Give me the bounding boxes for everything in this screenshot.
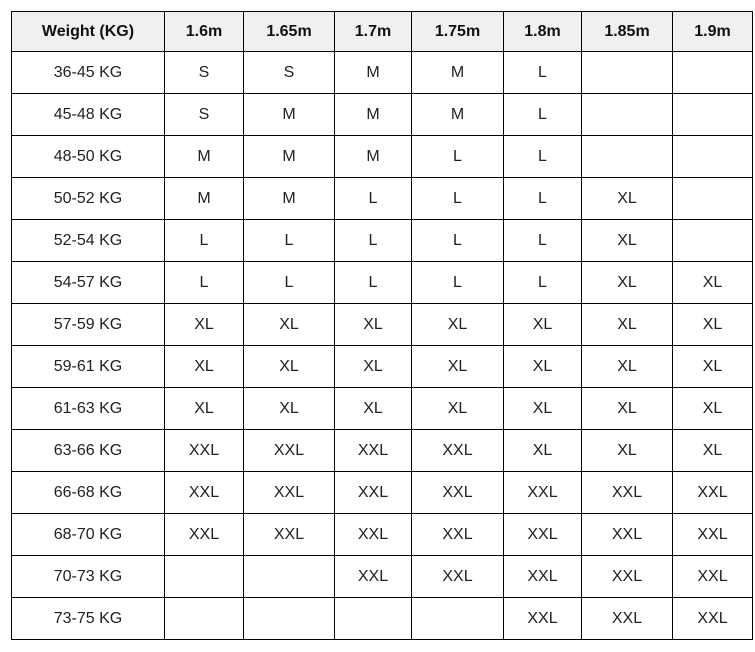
size-cell: XXL <box>582 598 673 640</box>
table-row <box>12 346 753 388</box>
size-cell: XL <box>165 346 244 388</box>
weight-range-cell: 70-73 KG <box>12 556 165 598</box>
size-cell: XXL <box>504 598 582 640</box>
header-row <box>12 12 753 52</box>
size-cell: XL <box>673 430 753 472</box>
size-cell: XXL <box>582 472 673 514</box>
size-cell: XL <box>412 388 504 430</box>
weight-range-cell: 54-57 KG <box>12 262 165 304</box>
weight-range-cell: 45-48 KG <box>12 94 165 136</box>
size-cell <box>673 136 753 178</box>
size-cell: XL <box>335 304 412 346</box>
size-cell: XL <box>165 388 244 430</box>
size-cell: L <box>335 262 412 304</box>
header-weight: Weight (KG) <box>12 12 165 52</box>
table-row <box>12 94 753 136</box>
size-cell: L <box>504 220 582 262</box>
size-cell: XL <box>673 388 753 430</box>
table-row <box>12 136 753 178</box>
table-row <box>12 556 753 598</box>
size-cell: L <box>165 262 244 304</box>
table-row <box>12 514 753 556</box>
size-cell: XL <box>335 388 412 430</box>
size-cell <box>673 52 753 94</box>
size-cell: XL <box>244 388 335 430</box>
table-row <box>12 598 753 640</box>
size-cell: XL <box>582 304 673 346</box>
size-cell <box>673 220 753 262</box>
size-cell: XXL <box>244 472 335 514</box>
header-height-1-65m: 1.65m <box>244 12 335 52</box>
size-cell: XL <box>412 346 504 388</box>
size-cell: XXL <box>244 430 335 472</box>
size-cell: XXL <box>335 556 412 598</box>
size-cell: XL <box>335 346 412 388</box>
size-cell: XL <box>582 178 673 220</box>
weight-range-cell: 50-52 KG <box>12 178 165 220</box>
size-cell: XL <box>412 304 504 346</box>
size-cell: M <box>335 94 412 136</box>
size-cell: M <box>412 94 504 136</box>
weight-range-cell: 73-75 KG <box>12 598 165 640</box>
size-cell: M <box>335 136 412 178</box>
table-row <box>12 220 753 262</box>
size-cell: XXL <box>504 514 582 556</box>
size-cell <box>165 556 244 598</box>
weight-range-cell: 48-50 KG <box>12 136 165 178</box>
size-cell: XXL <box>335 430 412 472</box>
size-cell: XXL <box>412 472 504 514</box>
header-height-1-8m: 1.8m <box>504 12 582 52</box>
size-cell: XL <box>504 430 582 472</box>
size-cell: XXL <box>504 472 582 514</box>
size-cell: M <box>335 52 412 94</box>
size-cell: XXL <box>165 430 244 472</box>
size-cell: XL <box>673 346 753 388</box>
table-body <box>12 52 753 640</box>
header-height-1-75m: 1.75m <box>412 12 504 52</box>
size-cell: M <box>412 52 504 94</box>
size-cell: XXL <box>335 514 412 556</box>
size-cell: M <box>244 136 335 178</box>
size-cell: XXL <box>412 514 504 556</box>
size-cell <box>582 136 673 178</box>
table-row <box>12 304 753 346</box>
size-cell: XXL <box>673 472 753 514</box>
size-cell: XXL <box>412 430 504 472</box>
size-cell: XXL <box>165 514 244 556</box>
size-cell <box>412 598 504 640</box>
size-cell <box>335 598 412 640</box>
weight-range-cell: 66-68 KG <box>12 472 165 514</box>
weight-range-cell: 59-61 KG <box>12 346 165 388</box>
size-cell: XXL <box>244 514 335 556</box>
weight-range-cell: 57-59 KG <box>12 304 165 346</box>
size-cell: L <box>504 136 582 178</box>
weight-range-cell: 36-45 KG <box>12 52 165 94</box>
size-cell: XL <box>165 304 244 346</box>
size-cell: L <box>335 220 412 262</box>
size-cell: S <box>165 94 244 136</box>
table-header <box>12 12 753 52</box>
size-cell: XL <box>582 388 673 430</box>
size-cell: XL <box>582 346 673 388</box>
size-cell: L <box>412 262 504 304</box>
size-cell: XXL <box>412 556 504 598</box>
size-cell <box>244 598 335 640</box>
size-cell: S <box>165 52 244 94</box>
size-cell: L <box>504 178 582 220</box>
size-cell: XL <box>244 304 335 346</box>
size-cell: L <box>412 220 504 262</box>
size-cell: XL <box>673 262 753 304</box>
size-cell: XXL <box>673 556 753 598</box>
size-cell: L <box>244 220 335 262</box>
size-cell: M <box>244 94 335 136</box>
size-cell: S <box>244 52 335 94</box>
size-cell: XXL <box>165 472 244 514</box>
size-cell <box>582 52 673 94</box>
size-cell: L <box>412 136 504 178</box>
size-cell: L <box>244 262 335 304</box>
size-cell: L <box>165 220 244 262</box>
size-cell: L <box>504 52 582 94</box>
weight-range-cell: 68-70 KG <box>12 514 165 556</box>
size-cell: M <box>244 178 335 220</box>
table-row <box>12 388 753 430</box>
size-cell: L <box>504 262 582 304</box>
weight-range-cell: 63-66 KG <box>12 430 165 472</box>
size-cell: M <box>165 136 244 178</box>
size-cell <box>673 94 753 136</box>
size-cell: XL <box>244 346 335 388</box>
table-row <box>12 430 753 472</box>
table-row <box>12 262 753 304</box>
table-row <box>12 52 753 94</box>
size-cell: XXL <box>673 598 753 640</box>
size-cell: XXL <box>582 556 673 598</box>
size-cell <box>582 94 673 136</box>
table-row <box>12 472 753 514</box>
size-cell: XXL <box>582 514 673 556</box>
size-cell: L <box>504 94 582 136</box>
size-cell <box>673 178 753 220</box>
header-height-1-85m: 1.85m <box>582 12 673 52</box>
weight-range-cell: 61-63 KG <box>12 388 165 430</box>
size-cell: M <box>165 178 244 220</box>
size-cell: XXL <box>673 514 753 556</box>
size-cell: XL <box>504 304 582 346</box>
size-cell: XXL <box>335 472 412 514</box>
table-row <box>12 178 753 220</box>
size-cell: XL <box>673 304 753 346</box>
size-cell <box>165 598 244 640</box>
header-height-1-6m: 1.6m <box>165 12 244 52</box>
size-cell: XL <box>582 430 673 472</box>
size-cell: XL <box>504 346 582 388</box>
header-height-1-7m: 1.7m <box>335 12 412 52</box>
size-cell: XL <box>504 388 582 430</box>
size-cell: XL <box>582 262 673 304</box>
size-chart-table <box>11 11 753 640</box>
weight-range-cell: 52-54 KG <box>12 220 165 262</box>
size-cell: L <box>335 178 412 220</box>
size-cell <box>244 556 335 598</box>
size-cell: XXL <box>504 556 582 598</box>
header-height-1-9m: 1.9m <box>673 12 753 52</box>
size-cell: XL <box>582 220 673 262</box>
size-cell: L <box>412 178 504 220</box>
